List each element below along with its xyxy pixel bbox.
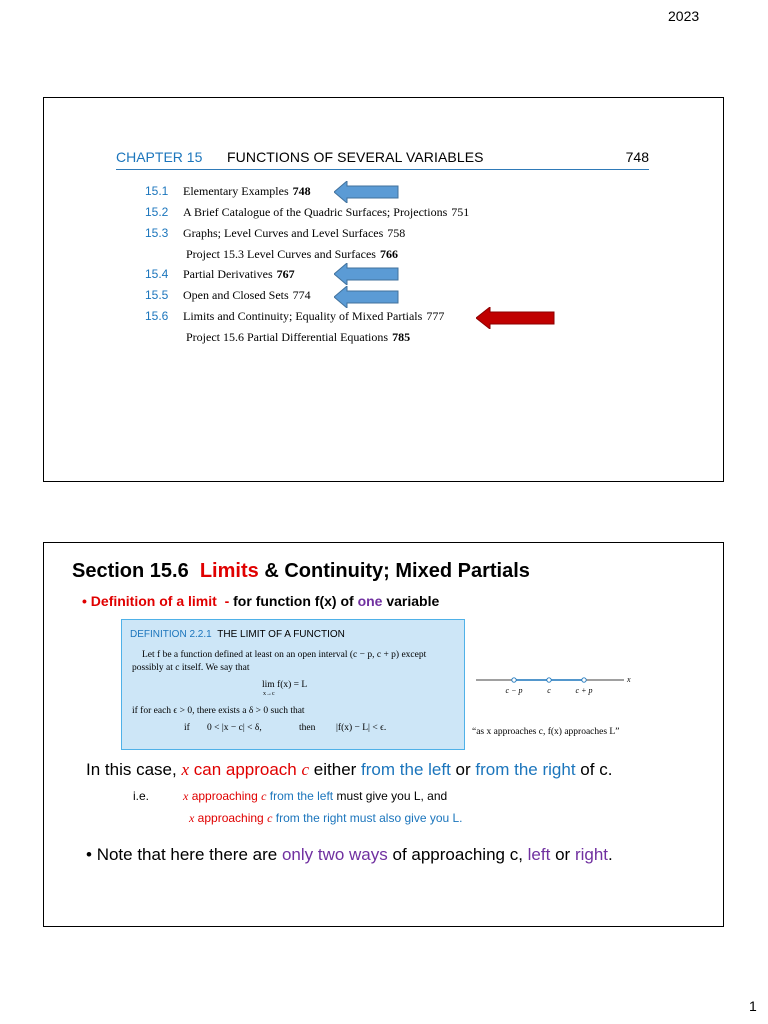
- slide-table-of-contents: CHAPTER 15 FUNCTIONS OF SEVERAL VARIABLES 748 15.1 Elementary Examples 748 15.2 A Brief Catalogue of the Quadric Surfaces; Projections 751 15.3 Graphs; Level Curves and Level Surfaces 758 Project 15.3 Level Curves and Surfaces 766 15.4 Partial Derivatives 767 15.5 Open and Closed Sets 774 15.6 Limits and Continuity; Equality of Mixed Partials 777 Project 15.6 Partial Differential Equations 785: [43, 97, 724, 482]
- slide-title: Section 15.6 Limits & Continuity; Mixed Partials: [72, 560, 530, 582]
- bullet-definition: • Definition of a limit - for function f(x) of one variable: [82, 593, 440, 609]
- left-arrow-icon: [334, 181, 400, 203]
- year-header: 2023: [668, 8, 700, 24]
- left-arrow-icon: [334, 286, 400, 308]
- left-arrow-icon: [476, 307, 556, 329]
- approach-caption: “as x approaches c, f(x) approaches L”: [472, 727, 620, 737]
- slide-limits-definition: [43, 542, 724, 927]
- number-line-axis-label: x: [627, 675, 631, 684]
- number-line-left-label: c − p: [505, 686, 523, 695]
- toc-project-row: Project 15.3 Level Curves and Surfaces 766: [186, 247, 398, 261]
- ie-left-line: i.e. x approaching c from the left must give you L, and: [133, 789, 448, 803]
- ie-right-line: x approaching c from the right must also give you L.: [189, 811, 463, 825]
- chapter-label: CHAPTER 15: [116, 149, 203, 165]
- note-bullet: • Note that here there are only two ways of approaching c, left or right.: [86, 845, 613, 864]
- page-number: 1: [749, 998, 757, 1014]
- definition-box: DEFINITION 2.2.1 THE LIMIT OF A FUNCTION Let f be a function defined at least on an open interval (c − p, c + p) except possibly at c itself. We say that lim f(x) = L x→c if for each ϵ > 0, there exists a δ > 0 such that if 0 < |x − c| < δ, then |f(x) − L| < ϵ.: [121, 619, 465, 750]
- number-line-right-label: c + p: [575, 686, 593, 695]
- chapter-page: 748: [625, 149, 649, 165]
- definition-heading: DEFINITION 2.2.1 THE LIMIT OF A FUNCTION: [130, 629, 345, 640]
- case-statement: In this case, x can approach c either from the left or from the right of c.: [86, 760, 613, 779]
- number-line-mid-label: c: [547, 686, 551, 695]
- number-line: [474, 671, 634, 699]
- left-arrow-icon: [334, 263, 400, 285]
- chapter-title: FUNCTIONS OF SEVERAL VARIABLES: [227, 149, 484, 165]
- toc-project-row: Project 15.6 Partial Differential Equations 785: [186, 330, 411, 344]
- chapter-heading: [116, 149, 649, 170]
